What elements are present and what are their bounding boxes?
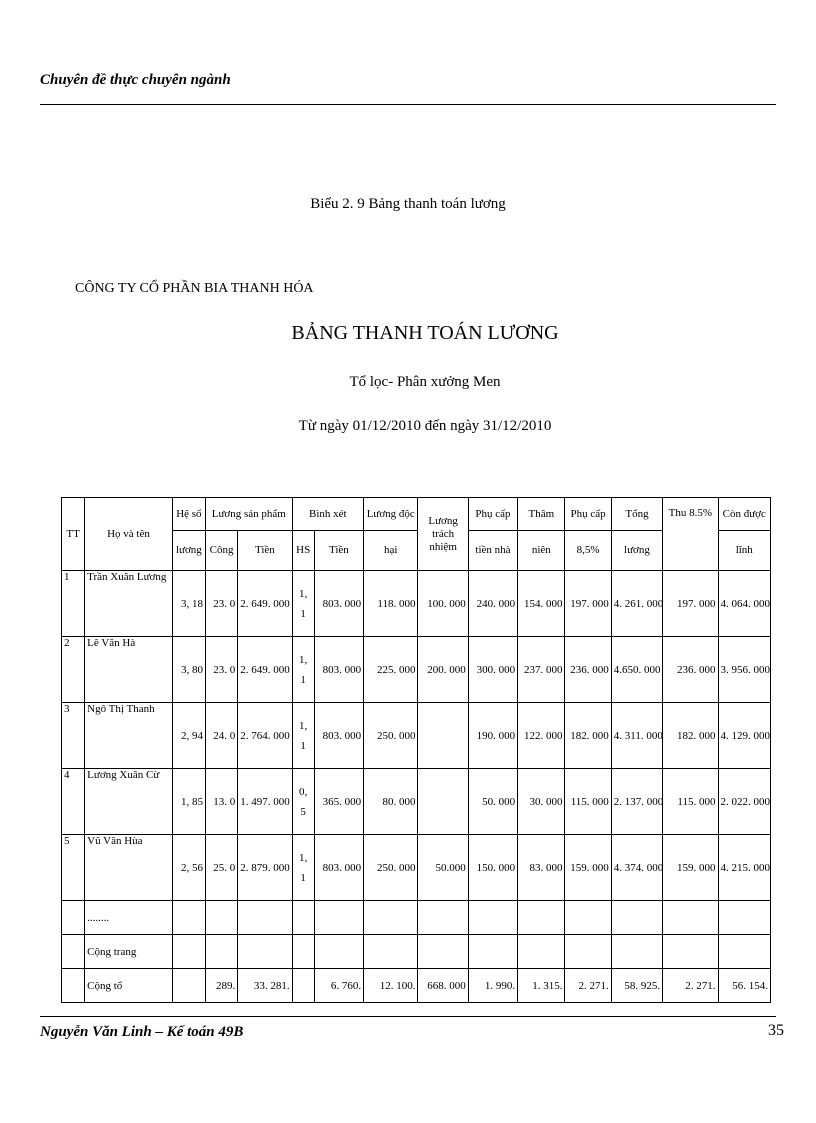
col-con-2: lĩnh [718,531,770,571]
col-heso-2: lương [172,531,205,571]
total-doc-hai: 12. 100. [364,969,418,1003]
total-phucap85: 2. 271. [565,969,611,1003]
cell-cong: 24. 0 [205,703,237,769]
header-rule [40,104,776,105]
cell-phucap-nha: 50. 000 [468,769,517,835]
cell-ellipsis: ........ [85,901,173,935]
cell-doc-hai: 250. 000 [364,835,418,901]
total-tham-nien: 1. 315. [518,969,565,1003]
cell-doc-hai: 80. 000 [364,769,418,835]
col-tien2: Tiền [314,531,363,571]
cell-con: 2. 022. 000 [718,769,770,835]
cell-tien2: 803. 000 [314,637,363,703]
cell-cong: 25. 0 [205,835,237,901]
col-tt: TT [62,498,85,571]
col-tong: Tổng [611,498,662,531]
col-trach-nhiem: Lương trách nhiệm [418,498,468,571]
cell-con: 3. 956. 000 [718,637,770,703]
cell-tien2: 803. 000 [314,703,363,769]
col-doc-hai: Lương độc [364,498,418,531]
table-row [62,637,771,703]
payroll-table [61,497,771,1003]
cell-doc-hai: 250. 000 [364,703,418,769]
cell-thu: 115. 000 [663,769,718,835]
table-row [62,835,771,901]
cell-heso: 3, 80 [172,637,205,703]
total-tien2: 6. 760. [314,969,363,1003]
footer-author: Nguyễn Văn Linh – Kế toán 49B [40,1024,244,1040]
col-heso: Hệ số [172,498,205,531]
cell-heso: 2, 56 [172,835,205,901]
cell-name: Ngô Thị Thanh [85,703,173,769]
cell-total-label: Cộng tổ [85,969,173,1003]
cell-con: 4. 215. 000 [718,835,770,901]
cell-empty [62,901,85,935]
total-tong: 58. 925. [611,969,662,1003]
ellipsis-row [62,901,771,935]
total-thu: 2. 271. [663,969,718,1003]
col-luong-sp: Lương sản phẩm [205,498,292,531]
cell-tien: 2. 764. 000 [238,703,292,769]
cell-heso: 1, 85 [172,769,205,835]
hs-part-a: 1, [299,719,308,732]
cell-tham-nien: 154. 000 [518,571,565,637]
cell-empty [62,935,85,969]
cell-tien2: 803. 000 [314,835,363,901]
cell-phucap85: 159. 000 [565,835,611,901]
cell-tong: 2. 137. 000 [611,769,662,835]
cell-doc-hai: 118. 000 [364,571,418,637]
page-total-row [62,935,771,969]
col-con: Còn được [718,498,770,531]
cell-tong: 4. 374. 000 [611,835,662,901]
cell-tham-nien: 30. 000 [518,769,565,835]
col-phucap-nha: Phụ cấp [468,498,517,531]
col-cong: Công [205,531,237,571]
cell-doc-hai: 225. 000 [364,637,418,703]
total-phucap-nha: 1. 990. [468,969,517,1003]
col-phucap85: Phụ cấp [565,498,611,531]
cell-tham-nien: 122. 000 [518,703,565,769]
cell-trach-nhiem [418,769,468,835]
hs-part-b: 1 [300,871,306,884]
col-tham-nien-2: niên [518,531,565,571]
cell-trach-nhiem: 50.000 [418,835,468,901]
cell-phucap85: 197. 000 [565,571,611,637]
department: Tổ lọc- Phân xưởng Men [349,374,501,390]
cell-con: 4. 129. 000 [718,703,770,769]
cell-tien: 2. 649. 000 [238,571,292,637]
cell-tong: 4. 311. 000 [611,703,662,769]
cell-tt: 5 [62,835,85,901]
cell-phucap-nha: 240. 000 [468,571,517,637]
col-thu: Thu 8.5% [663,498,718,571]
total-cong: 289. [205,969,237,1003]
cell-tt: 3 [62,703,85,769]
hs-part-a: 1, [299,587,308,600]
total-tien: 33. 281. [238,969,292,1003]
cell-trach-nhiem: 100. 000 [418,571,468,637]
hs-part-b: 5 [300,805,306,818]
hs-part-a: 1, [299,851,308,864]
footer-rule [40,1016,776,1017]
cell-hs [292,703,314,769]
cell-phucap85: 236. 000 [565,637,611,703]
hs-part-a: 1, [299,653,308,666]
cell-name: Vũ Văn Hùa [85,835,173,901]
total-row [62,969,771,1003]
cell-empty [62,969,85,1003]
col-phucap-nha-2: tiền nhà [468,531,517,571]
cell-phucap-nha: 150. 000 [468,835,517,901]
cell-thu: 197. 000 [663,571,718,637]
cell-phucap85: 115. 000 [565,769,611,835]
cell-heso: 3, 18 [172,571,205,637]
cell-trach-nhiem [418,703,468,769]
cell-tien: 1. 497. 000 [238,769,292,835]
header-row-1 [62,498,771,531]
cell-trach-nhiem: 200. 000 [418,637,468,703]
table-row [62,571,771,637]
cell-tong: 4. 261. 000 [611,571,662,637]
figure-caption: Biểu 2. 9 Bảng thanh toán lương [310,196,506,212]
cell-tien2: 803. 000 [314,571,363,637]
company-name: CÔNG TY CỔ PHẦN BIA THANH HÓA [75,281,314,296]
hs-part-b: 1 [300,673,306,686]
cell-thu: 236. 000 [663,637,718,703]
cell-name: Trần Xuân Lương [85,571,173,637]
total-trach-nhiem: 668. 000 [418,969,468,1003]
cell-hs [292,835,314,901]
col-tong-2: lương [611,531,662,571]
cell-phucap-nha: 190. 000 [468,703,517,769]
running-header: Chuyên đề thực chuyên ngành [40,72,231,88]
cell-tt: 1 [62,571,85,637]
table-row [62,769,771,835]
cell-cong-trang: Cộng trang [85,935,173,969]
cell-tt: 2 [62,637,85,703]
cell-tien2: 365. 000 [314,769,363,835]
col-phucap85-2: 8,5% [565,531,611,571]
cell-phucap85: 182. 000 [565,703,611,769]
col-tham-nien: Thâm [518,498,565,531]
cell-cong: 23. 0 [205,571,237,637]
cell-cong: 23. 0 [205,637,237,703]
cell-tham-nien: 83. 000 [518,835,565,901]
cell-hs [292,637,314,703]
cell-name: Lương Xuân Cừ [85,769,173,835]
cell-tt: 4 [62,769,85,835]
cell-heso: 2, 94 [172,703,205,769]
col-hs: HS [292,531,314,571]
hs-part-b: 1 [300,739,306,752]
cell-name: Lê Văn Hà [85,637,173,703]
total-con: 56. 154. [718,969,770,1003]
hs-part-b: 1 [300,607,306,620]
page-number: 35 [768,1022,784,1039]
cell-tong: 4.650. 000 [611,637,662,703]
cell-tien: 2. 879. 000 [238,835,292,901]
col-name: Họ và tên [85,498,173,571]
period: Từ ngày 01/12/2010 đến ngày 31/12/2010 [298,418,552,434]
cell-cong: 13. 0 [205,769,237,835]
col-binh-xet: Bình xét [292,498,363,531]
cell-tien: 2. 649. 000 [238,637,292,703]
cell-tham-nien: 237. 000 [518,637,565,703]
hs-part-a: 0, [299,785,308,798]
cell-thu: 182. 000 [663,703,718,769]
col-tien: Tiền [238,531,292,571]
cell-con: 4. 064. 000 [718,571,770,637]
document-title: BẢNG THANH TOÁN LƯƠNG [291,322,559,344]
table-row [62,703,771,769]
cell-thu: 159. 000 [663,835,718,901]
col-doc-hai-2: hại [364,531,418,571]
cell-phucap-nha: 300. 000 [468,637,517,703]
cell-hs [292,571,314,637]
cell-hs [292,769,314,835]
